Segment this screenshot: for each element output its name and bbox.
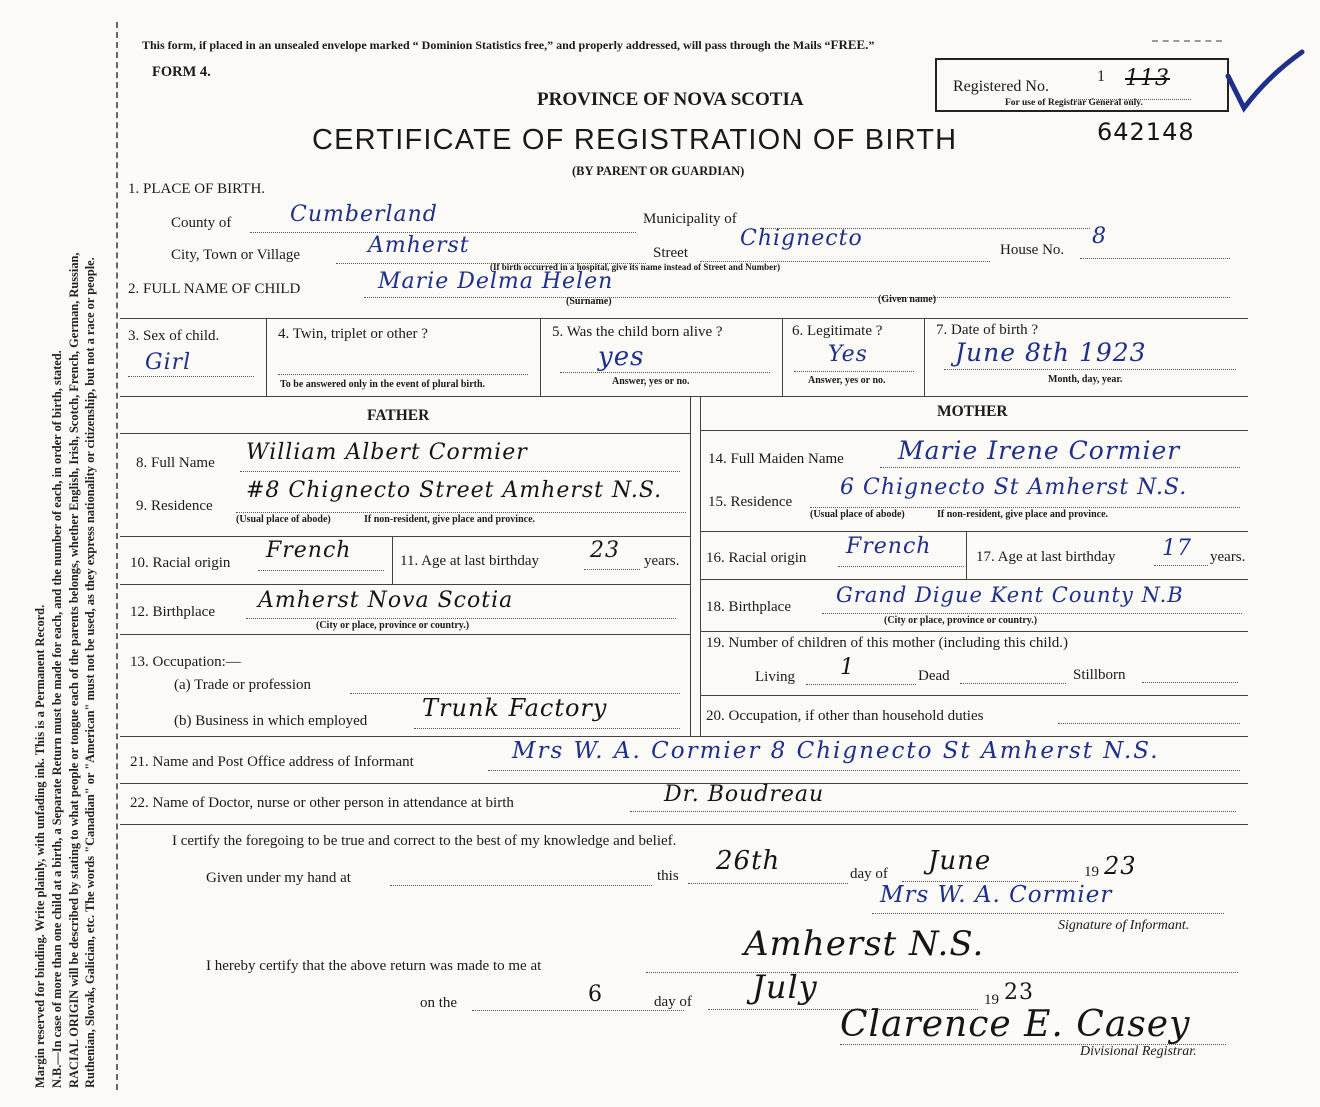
- this-label: this: [657, 868, 679, 884]
- child-name-value: Marie Delma Helen: [378, 269, 614, 294]
- father-business-label: (b) Business in which employed: [174, 713, 368, 729]
- given-place-underline: [390, 885, 652, 886]
- mother-age-value: 17: [1162, 536, 1192, 561]
- registered-box: [935, 58, 1229, 112]
- father-age-underline: [584, 569, 640, 570]
- mother-residence-underline: [810, 507, 1240, 508]
- father-divider-10-11: [392, 536, 393, 584]
- doctor-value: Dr. Boudreau: [664, 782, 825, 807]
- city-value: Amherst: [368, 233, 470, 258]
- mother-name-label: 14. Full Maiden Name: [708, 451, 844, 467]
- father-name-value: William Albert Cormier: [246, 440, 528, 465]
- mail-notice: [142, 37, 874, 53]
- father-residence-underline: [236, 512, 686, 513]
- parents-center-divider: [690, 396, 691, 736]
- certificate-title: CERTIFICATE OF REGISTRATION OF BIRTH: [312, 124, 958, 156]
- father-rule-10: [120, 584, 690, 585]
- dead-underline: [960, 683, 1066, 684]
- sex-value: Girl: [145, 350, 192, 375]
- day-underline: [688, 883, 848, 884]
- county-value: Cumberland: [290, 202, 438, 227]
- certification-statement: I certify the foregoing to be true and correct to the best of my knowledge and belief.: [172, 833, 677, 849]
- registrar-day: 6: [588, 982, 603, 1007]
- mail-notice-suffix: ”: [868, 38, 875, 52]
- mother-occupation-underline: [1058, 723, 1240, 724]
- father-birthplace-underline: [246, 618, 676, 619]
- twin-note: To be answered only in the event of plural birth.: [280, 379, 486, 390]
- registrar-place-underline: [646, 972, 1238, 973]
- alive-label: 5. Was the child born alive ?: [552, 324, 723, 340]
- legitimate-note: Answer, yes or no.: [808, 375, 886, 386]
- legitimate-underline: [794, 371, 914, 372]
- legitimate-label: 6. Legitimate ?: [792, 323, 883, 339]
- house-label: House No.: [1000, 242, 1065, 258]
- certificate-subtitle: (BY PARENT OR GUARDIAN): [572, 164, 745, 178]
- municipality-label: Municipality of: [643, 211, 737, 227]
- sex-underline: [128, 376, 254, 377]
- city-label: City, Town or Village: [171, 247, 301, 263]
- margin-line-3: RACIAL ORIGIN will be described by stating to what people or tongue each of the parents belongs, whether English, Irish, Scotch, French, German, Russian,: [66, 252, 81, 1088]
- form-number: FORM 4.: [152, 64, 211, 80]
- mother-rule-19: [700, 695, 1248, 696]
- dob-label: 7. Date of birth ?: [936, 322, 1039, 338]
- house-underline: [1080, 258, 1230, 259]
- alive-value: yes: [598, 342, 645, 372]
- divider-child-facts-top: [120, 318, 1248, 319]
- registrar-statement: I hereby certify that the above return was made to me at: [206, 958, 542, 974]
- living-underline: [806, 684, 916, 685]
- mother-race-label: 16. Racial origin: [706, 550, 807, 566]
- mother-occupation-label: 20. Occupation, if other than household duties: [706, 708, 984, 724]
- certificate-number: 642148: [1097, 118, 1195, 146]
- divider-doctor: [120, 824, 1248, 825]
- father-heading: FATHER: [367, 407, 430, 424]
- mother-children-label: 19. Number of children of this mother (including this child.): [706, 635, 1069, 651]
- registrar-month: July: [752, 968, 818, 1006]
- informant-value: Mrs W. A. Cormier 8 Chignecto St Amherst N.S.: [512, 738, 1160, 764]
- registrar-year: 23: [1004, 980, 1034, 1005]
- hospital-note: (If birth occurred in a hospital, give its name instead of Street and Number): [490, 262, 781, 272]
- twin-label: 4. Twin, triplet or other ?: [278, 326, 428, 342]
- living-label: Living: [755, 669, 795, 685]
- corner-mark: [1152, 40, 1222, 42]
- father-rule-12: [120, 634, 690, 635]
- mother-residence-value: 6 Chignecto St Amherst N.S.: [840, 475, 1188, 500]
- dob-value: June 8th 1923: [955, 338, 1147, 367]
- day-of-label: day of: [850, 866, 888, 882]
- county-label: County of: [171, 215, 232, 231]
- mother-years: years.: [1210, 549, 1246, 565]
- on-the-label: on the: [420, 995, 458, 1011]
- father-birthplace-value: Amherst Nova Scotia: [258, 588, 514, 613]
- given-label: Given under my hand at: [206, 870, 351, 886]
- informant-signature-label: Signature of Informant.: [1058, 918, 1190, 933]
- mother-birthplace-underline: [822, 613, 1242, 614]
- margin-instructions: [32, 13, 112, 1088]
- registrar-day-of-label: day of: [654, 994, 692, 1010]
- father-race-label: 10. Racial origin: [130, 555, 231, 571]
- father-residence-note-b: If non-resident, give place and province.: [364, 514, 536, 525]
- mother-rule-15: [700, 531, 1248, 532]
- registered-struck-number: 113: [1125, 66, 1170, 91]
- certification-month: June: [928, 846, 992, 876]
- father-rule-9: [120, 536, 690, 537]
- parents-center-divider-2: [700, 396, 701, 736]
- informant-label: 21. Name and Post Office address of Informant: [130, 754, 414, 770]
- mother-residence-note-b: If non-resident, give place and province.: [937, 509, 1109, 520]
- divider-parents-bottom: [120, 736, 1248, 737]
- given-name-note: (Given name): [878, 294, 937, 305]
- mother-race-underline: [838, 566, 964, 567]
- father-years: years.: [644, 553, 680, 569]
- mother-age-label: 17. Age at last birthday: [976, 549, 1116, 565]
- mother-residence-note-a: (Usual place of abode): [810, 509, 905, 520]
- stillborn-underline: [1142, 682, 1238, 683]
- certification-day: 26th: [716, 846, 781, 876]
- father-name-underline: [240, 471, 680, 472]
- registrar-place: Amherst N.S.: [744, 924, 985, 964]
- father-birthplace-note: (City or place, province or country.): [316, 620, 470, 631]
- mother-birthplace-label: 18. Birthplace: [706, 599, 791, 615]
- informant-signature-underline: [872, 913, 1224, 914]
- informant-signature: Mrs W. A. Cormier: [880, 882, 1113, 908]
- alive-note: Answer, yes or no.: [612, 376, 690, 387]
- father-race-value: French: [266, 538, 352, 563]
- alive-underline: [560, 372, 770, 373]
- mother-name-underline: [880, 467, 1240, 468]
- street-value: Chignecto: [740, 226, 863, 251]
- father-business-value: Trunk Factory: [422, 694, 608, 722]
- mother-rule-16: [700, 579, 1248, 580]
- registrar-day-underline: [472, 1010, 684, 1011]
- mother-heading: MOTHER: [937, 403, 1008, 420]
- dob-note: Month, day, year.: [1048, 374, 1123, 385]
- margin-line-4: Ruthenian, Slovak, Galician, etc. The words "Canadian" or "American" must not be used, as they express nationality or citizenship, but not a race or people.: [83, 257, 98, 1088]
- mother-birthplace-note: (City or place, province or country.): [884, 615, 1038, 626]
- informant-underline: [488, 770, 1240, 771]
- doctor-label: 22. Name of Doctor, nurse or other person in attendance at birth: [130, 795, 514, 811]
- divider-col-2: [540, 318, 541, 396]
- father-race-underline: [258, 570, 384, 571]
- child-name-label: 2. FULL NAME OF CHILD: [128, 281, 301, 297]
- registered-note: For use of Registrar General only.: [1005, 98, 1143, 108]
- dob-underline: [944, 369, 1236, 370]
- divider-col-3: [782, 318, 783, 396]
- divider-col-1: [266, 318, 267, 396]
- legitimate-value: Yes: [828, 342, 868, 367]
- mother-age-underline: [1154, 565, 1208, 566]
- certification-year: 23: [1104, 852, 1137, 880]
- stillborn-label: Stillborn: [1073, 667, 1126, 683]
- mail-notice-prefix: This form, if placed in an unsealed envelope marked “ Dominion Statistics free,” and properly addressed, will pass through the Mails “: [142, 38, 831, 52]
- twin-underline: [278, 374, 528, 375]
- mother-heading-rule: [700, 430, 1248, 431]
- province-heading: PROVINCE OF NOVA SCOTIA: [537, 89, 804, 110]
- mother-name-value: Marie Irene Cormier: [898, 436, 1181, 465]
- father-residence-value: #8 Chignecto Street Amherst N.S.: [246, 478, 663, 503]
- registrar-signature-label: Divisional Registrar.: [1080, 1044, 1197, 1059]
- father-occupation-label: 13. Occupation:—: [130, 654, 241, 670]
- father-birthplace-label: 12. Birthplace: [130, 604, 215, 620]
- mother-birthplace-value: Grand Digue Kent County N.B: [836, 583, 1184, 607]
- margin-line-1: Margin reserved for binding. Write plainly, with unfading ink. This is a Permanent Record.: [33, 604, 47, 1088]
- dead-label: Dead: [918, 668, 950, 684]
- mother-divider-16-17: [966, 531, 967, 579]
- registered-label: Registered No.: [953, 78, 1049, 95]
- year-prefix: 19: [1084, 864, 1099, 880]
- divider-child-facts-bottom: [120, 396, 1248, 397]
- mail-notice-free: FREE.: [830, 37, 869, 52]
- father-name-label: 8. Full Name: [136, 455, 215, 471]
- street-label: Street: [653, 245, 688, 261]
- living-value: 1: [840, 655, 855, 680]
- registrar-year-prefix: 19: [984, 992, 999, 1008]
- margin-line-2: N.B.—In case of more than one child at a birth, a Separate Return must be made for each, and the number of each, in order of birth, stated.: [49, 350, 64, 1088]
- mother-rule-18: [700, 631, 1248, 632]
- mother-residence-label: 15. Residence: [708, 494, 793, 510]
- doctor-underline: [630, 811, 1236, 812]
- mother-race-value: French: [846, 534, 932, 559]
- father-residence-label: 9. Residence: [136, 498, 213, 514]
- place-of-birth-heading: 1. PLACE OF BIRTH.: [128, 181, 266, 197]
- father-trade-label: (a) Trade or profession: [174, 677, 312, 693]
- child-name-underline: [364, 297, 1230, 298]
- house-value: 8: [1092, 224, 1107, 249]
- sex-label: 3. Sex of child.: [128, 328, 220, 344]
- father-business-underline: [414, 728, 680, 729]
- surname-note: (Surname): [566, 296, 612, 307]
- registered-value: 1: [1097, 68, 1105, 85]
- father-heading-rule: [120, 433, 690, 434]
- binding-margin-rule: [116, 22, 118, 1090]
- check-mark-icon: [1222, 46, 1306, 118]
- divider-col-4: [924, 318, 925, 396]
- father-age-value: 23: [590, 538, 620, 563]
- registrar-signature: Clarence E. Casey: [840, 1004, 1191, 1045]
- father-age-label: 11. Age at last birthday: [400, 553, 539, 569]
- father-residence-note-a: (Usual place of abode): [236, 514, 331, 525]
